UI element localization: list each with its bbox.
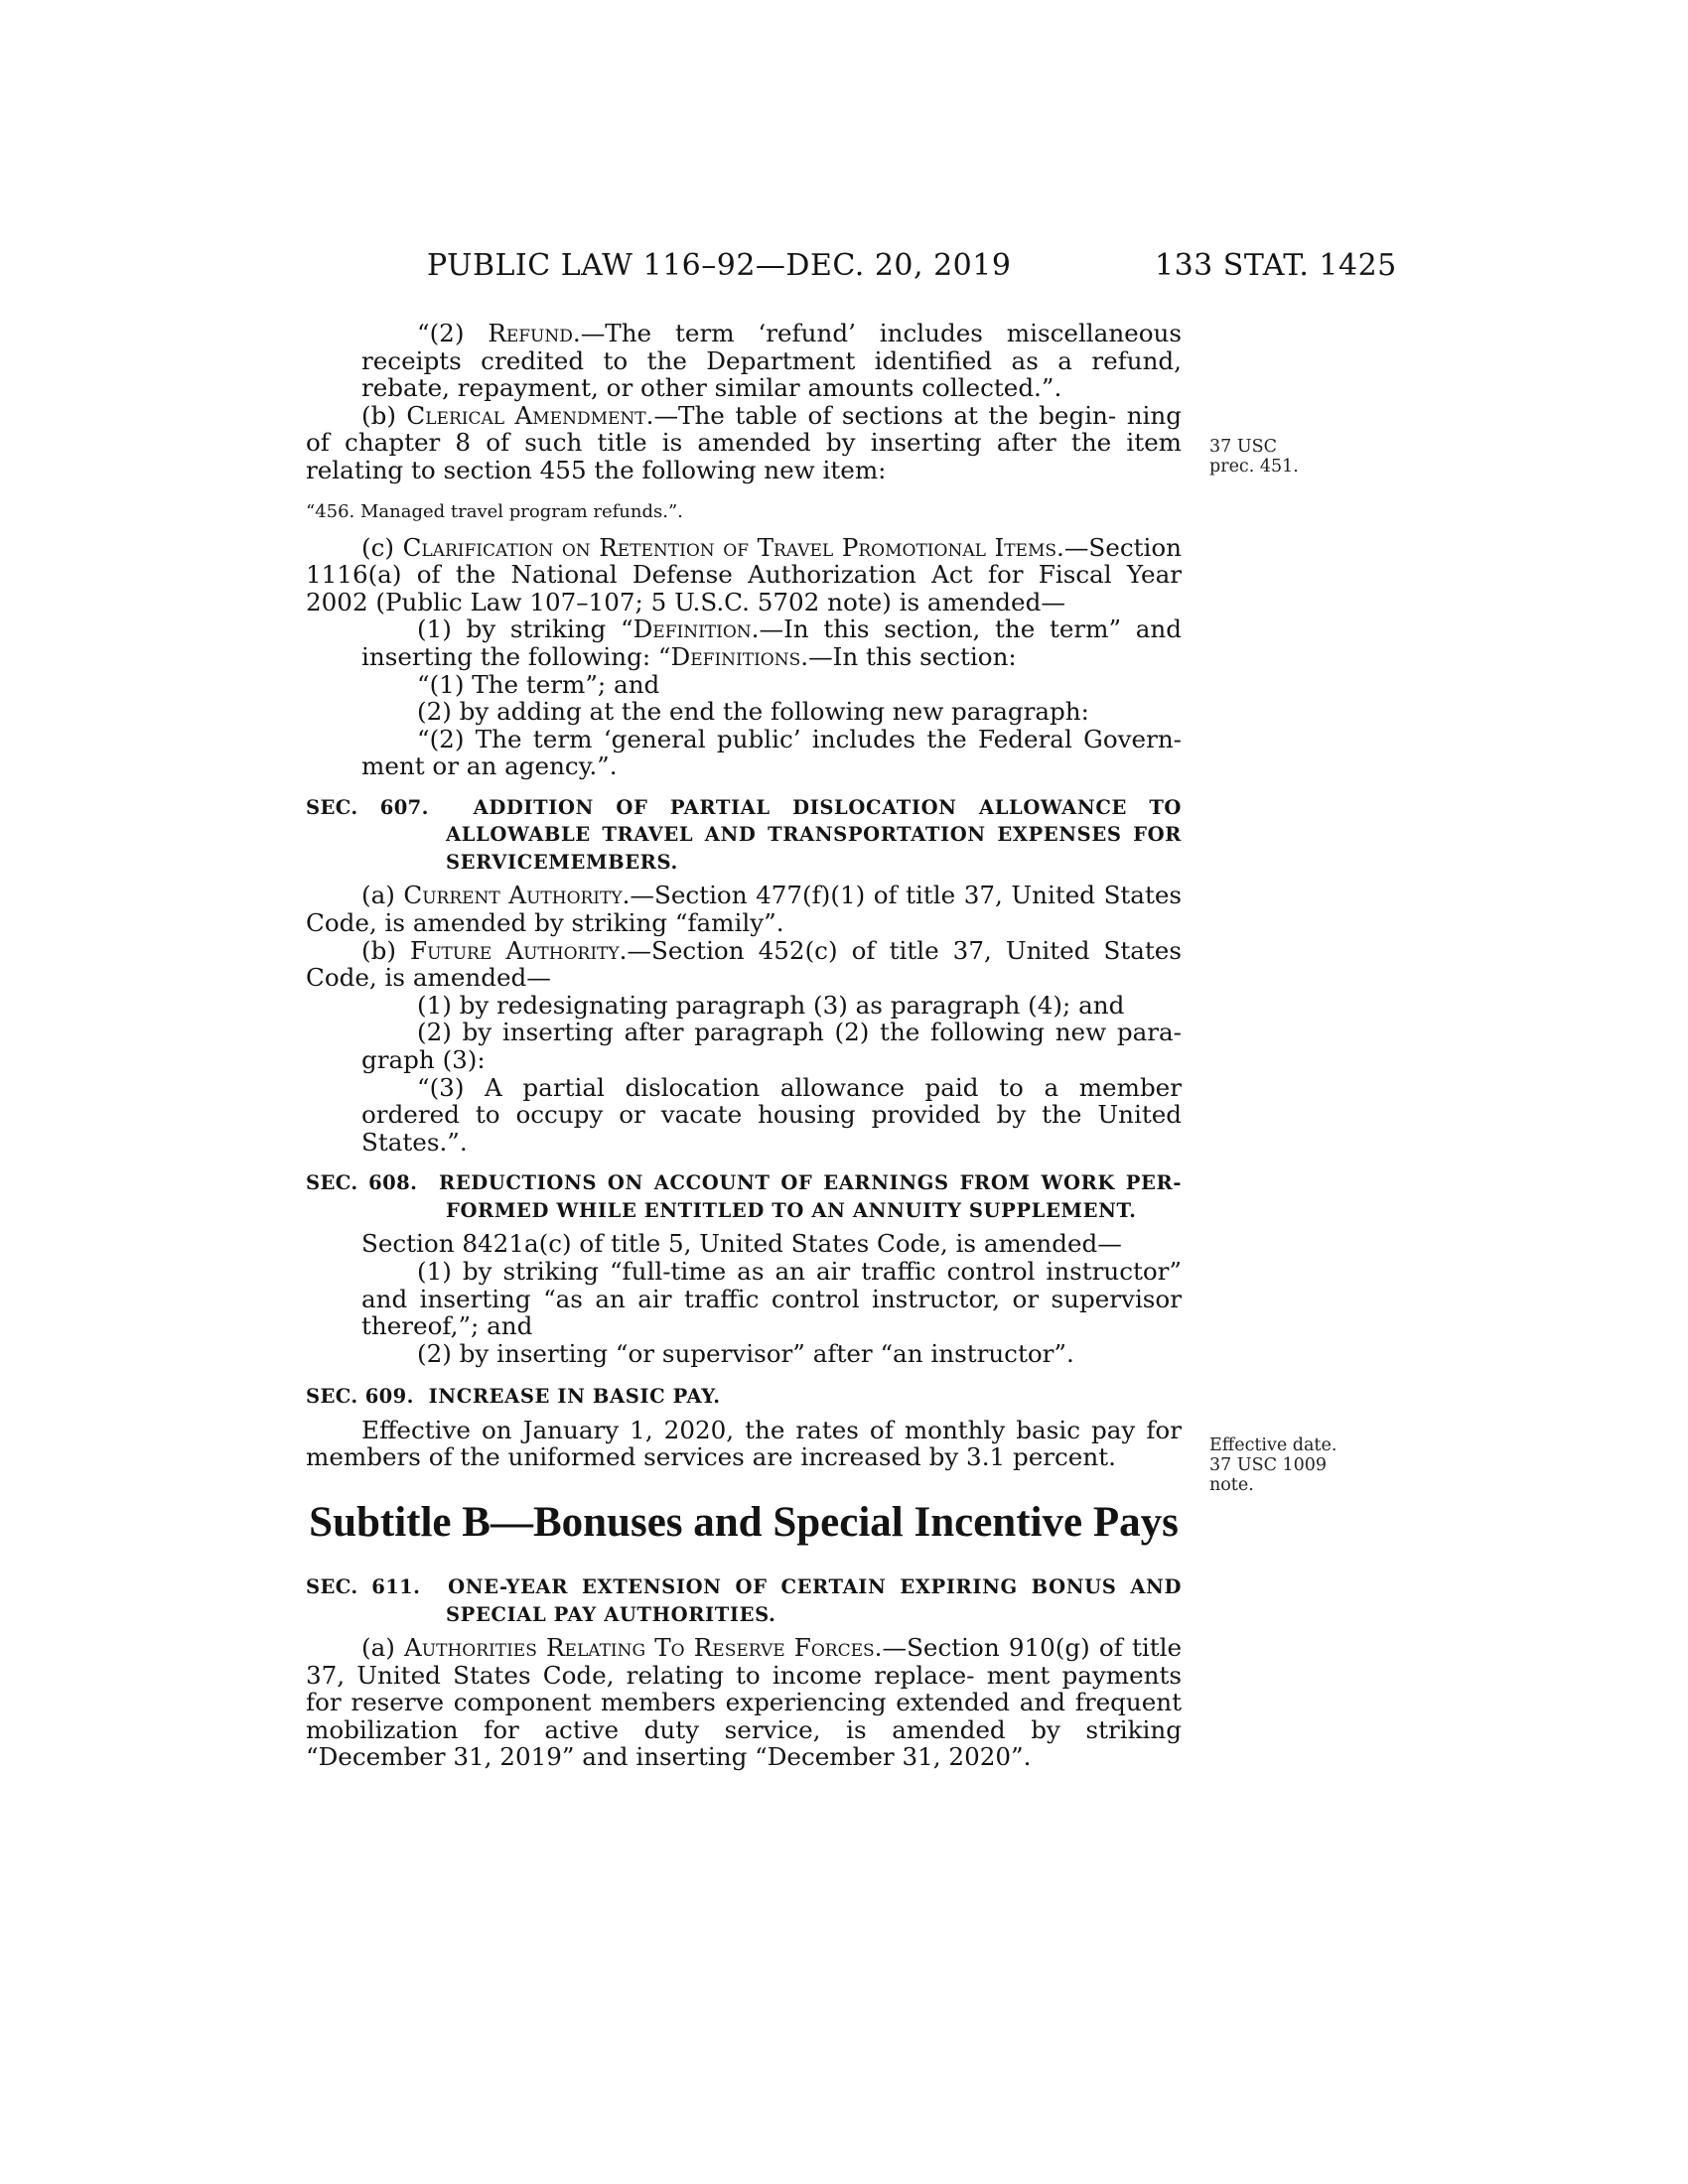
paragraph-text: .—Section 1116(a) of the National Defense Authorization Act for Fiscal Year 2002 (Public Law 107–107; 5 U.S.C. 5702 note) is amended— [306,532,1182,616]
paragraph-section-608-1: (1) by striking “full-time as an air traffic control instructor” and inserting “as an air traffic control instructor, or supervisor thereof,”; and [361,1256,1182,1341]
paragraph-future-authority-2: (2) by inserting after paragraph (2) the following new para- graph (3): [361,1018,1182,1074]
table-of-sections-item: “456. Managed travel program refunds.”. [306,500,683,522]
paragraph-clarification-2: (2) by adding at the end the following new paragraph: [417,697,1089,727]
margin-note-line: 37 USC [1209,437,1277,457]
quoted-text: “(2) The term ‘general public’ includes the Federal Govern- ment or an agency.”. [361,724,1182,781]
margin-note-line: Effective date. [1209,1435,1337,1455]
quoted-text: “(1) The term”; and [417,669,660,699]
paragraph-number: (b) [361,400,407,430]
paragraph-text: .—In this section, the term” and inserting the following: “ [361,614,1182,671]
section-number: SEC. 611. [306,1575,421,1598]
running-header-title: PUBLIC LAW 116–92—DEC. 20, 2019 [427,248,1012,283]
margin-note-effective-date [1209,1435,1336,1495]
term-heading: Definitions [670,641,801,671]
paragraph-text: .—Section 910(g) of title 37, United States Code, relating to income replace- ment payments for reserve component members experiencing extended and frequent mobilization for active duty service, is amended by striking “December 31, 2019” and inserting “December 31, 2020”. [306,1633,1182,1772]
term-heading: Current Authority [403,881,623,910]
paragraph-text: .—In this section: [800,641,1017,671]
paragraph-number: (a) [361,1633,405,1662]
section-title: ONE-YEAR EXTENSION OF CERTAIN EXPIRING BONUS AND SPECIAL PAY AUTHORITIES. [446,1575,1182,1626]
section-number: SEC. 609. [306,1385,414,1409]
paragraph-current-authority [306,882,1182,936]
quoted-text: “(3) A partial dislocation allowance paid to a member ordered to occupy or vacate housing provided by the United States.”. [361,1072,1182,1157]
term-heading: Future Authority [410,935,620,965]
section-title: ADDITION OF PARTIAL DISLOCATION ALLOWANCE TO ALLOWABLE TRAVEL AND TRANSPORTATION EXPENSES FOR SERVICEMEMBERS. [446,795,1183,874]
term-heading: Authorities Relating To Reserve Forces [404,1633,875,1662]
paragraph-text: .—Section 452(c) of title 37, United States Code, is amended— [306,935,1182,993]
subtitle-heading: Subtitle B—Bonuses and Special Incentive Pays [309,1499,1179,1546]
running-header-page: 133 STAT. 1425 [1155,248,1397,283]
term-heading: Clarification on Retention of Travel Promotional Items [402,532,1057,562]
paragraph-refund-definition [306,320,1182,402]
body-text [306,320,1182,1771]
margin-note-line: note. [1209,1475,1254,1495]
paragraph-future-authority [306,937,1182,992]
margin-note-line: prec. 451. [1209,457,1299,477]
paragraph-clarification-1 [306,615,1182,670]
section-heading-608 [306,1169,1182,1224]
paragraph-clarification [306,534,1182,616]
section-number: SEC. 607. [306,795,429,819]
paragraph-text: (1) by striking “ [417,614,633,644]
paragraph-number: (a) [361,881,404,910]
margin-note-line: 37 USC 1009 [1209,1455,1328,1475]
section-number: SEC. 608. [306,1171,418,1195]
paragraph-section-609: Effective on January 1, 2020, the rates of monthly basic pay for members of the uniformed services are increased by 3.1 percent. [306,1415,1182,1472]
paragraph-number: (c) [361,532,403,562]
paragraph-future-authority-1: (1) by redesignating paragraph (3) as paragraph (4); and [417,990,1125,1020]
paragraph-text: .—The table of sections at the begin- ning of chapter 8 of such title is amended by inserting after the item relating to section 455 the following new item: [306,400,1182,484]
paragraph-reserve-forces [306,1634,1182,1771]
section-heading-611 [306,1573,1182,1628]
term-heading: Clerical Amendment [406,400,646,430]
paragraph-number: “(2) [417,319,489,347]
term-heading: Refund [488,319,573,347]
section-title: REDUCTIONS ON ACCOUNT OF EARNINGS FROM WORK PER- FORMED WHILE ENTITLED TO AN ANNUITY SUPPLEMENT. [439,1171,1183,1222]
paragraph-section-608-intro: Section 8421a(c) of title 5, United States Code, is amended— [361,1229,1122,1259]
margin-note-usc-prec [1209,437,1299,477]
paragraph-text: .—Section 477(f)(1) of title 37, United States Code, is amended by striking “family”. [306,881,1183,937]
paragraph-number: (b) [361,935,410,965]
paragraph-clerical-amendment [306,402,1182,484]
term-heading: Definition [633,614,752,644]
section-heading-609 [306,1383,1182,1411]
paragraph-section-608-2: (2) by inserting “or supervisor” after “an instructor”. [417,1338,1074,1368]
paragraph-text: .—The term ‘refund’ includes miscellaneous receipts credited to the Department identified as a refund, rebate, repayment, or other similar amounts collected.”. [361,319,1183,403]
section-heading-607 [306,794,1182,877]
section-title: INCREASE IN BASIC PAY. [428,1385,721,1409]
